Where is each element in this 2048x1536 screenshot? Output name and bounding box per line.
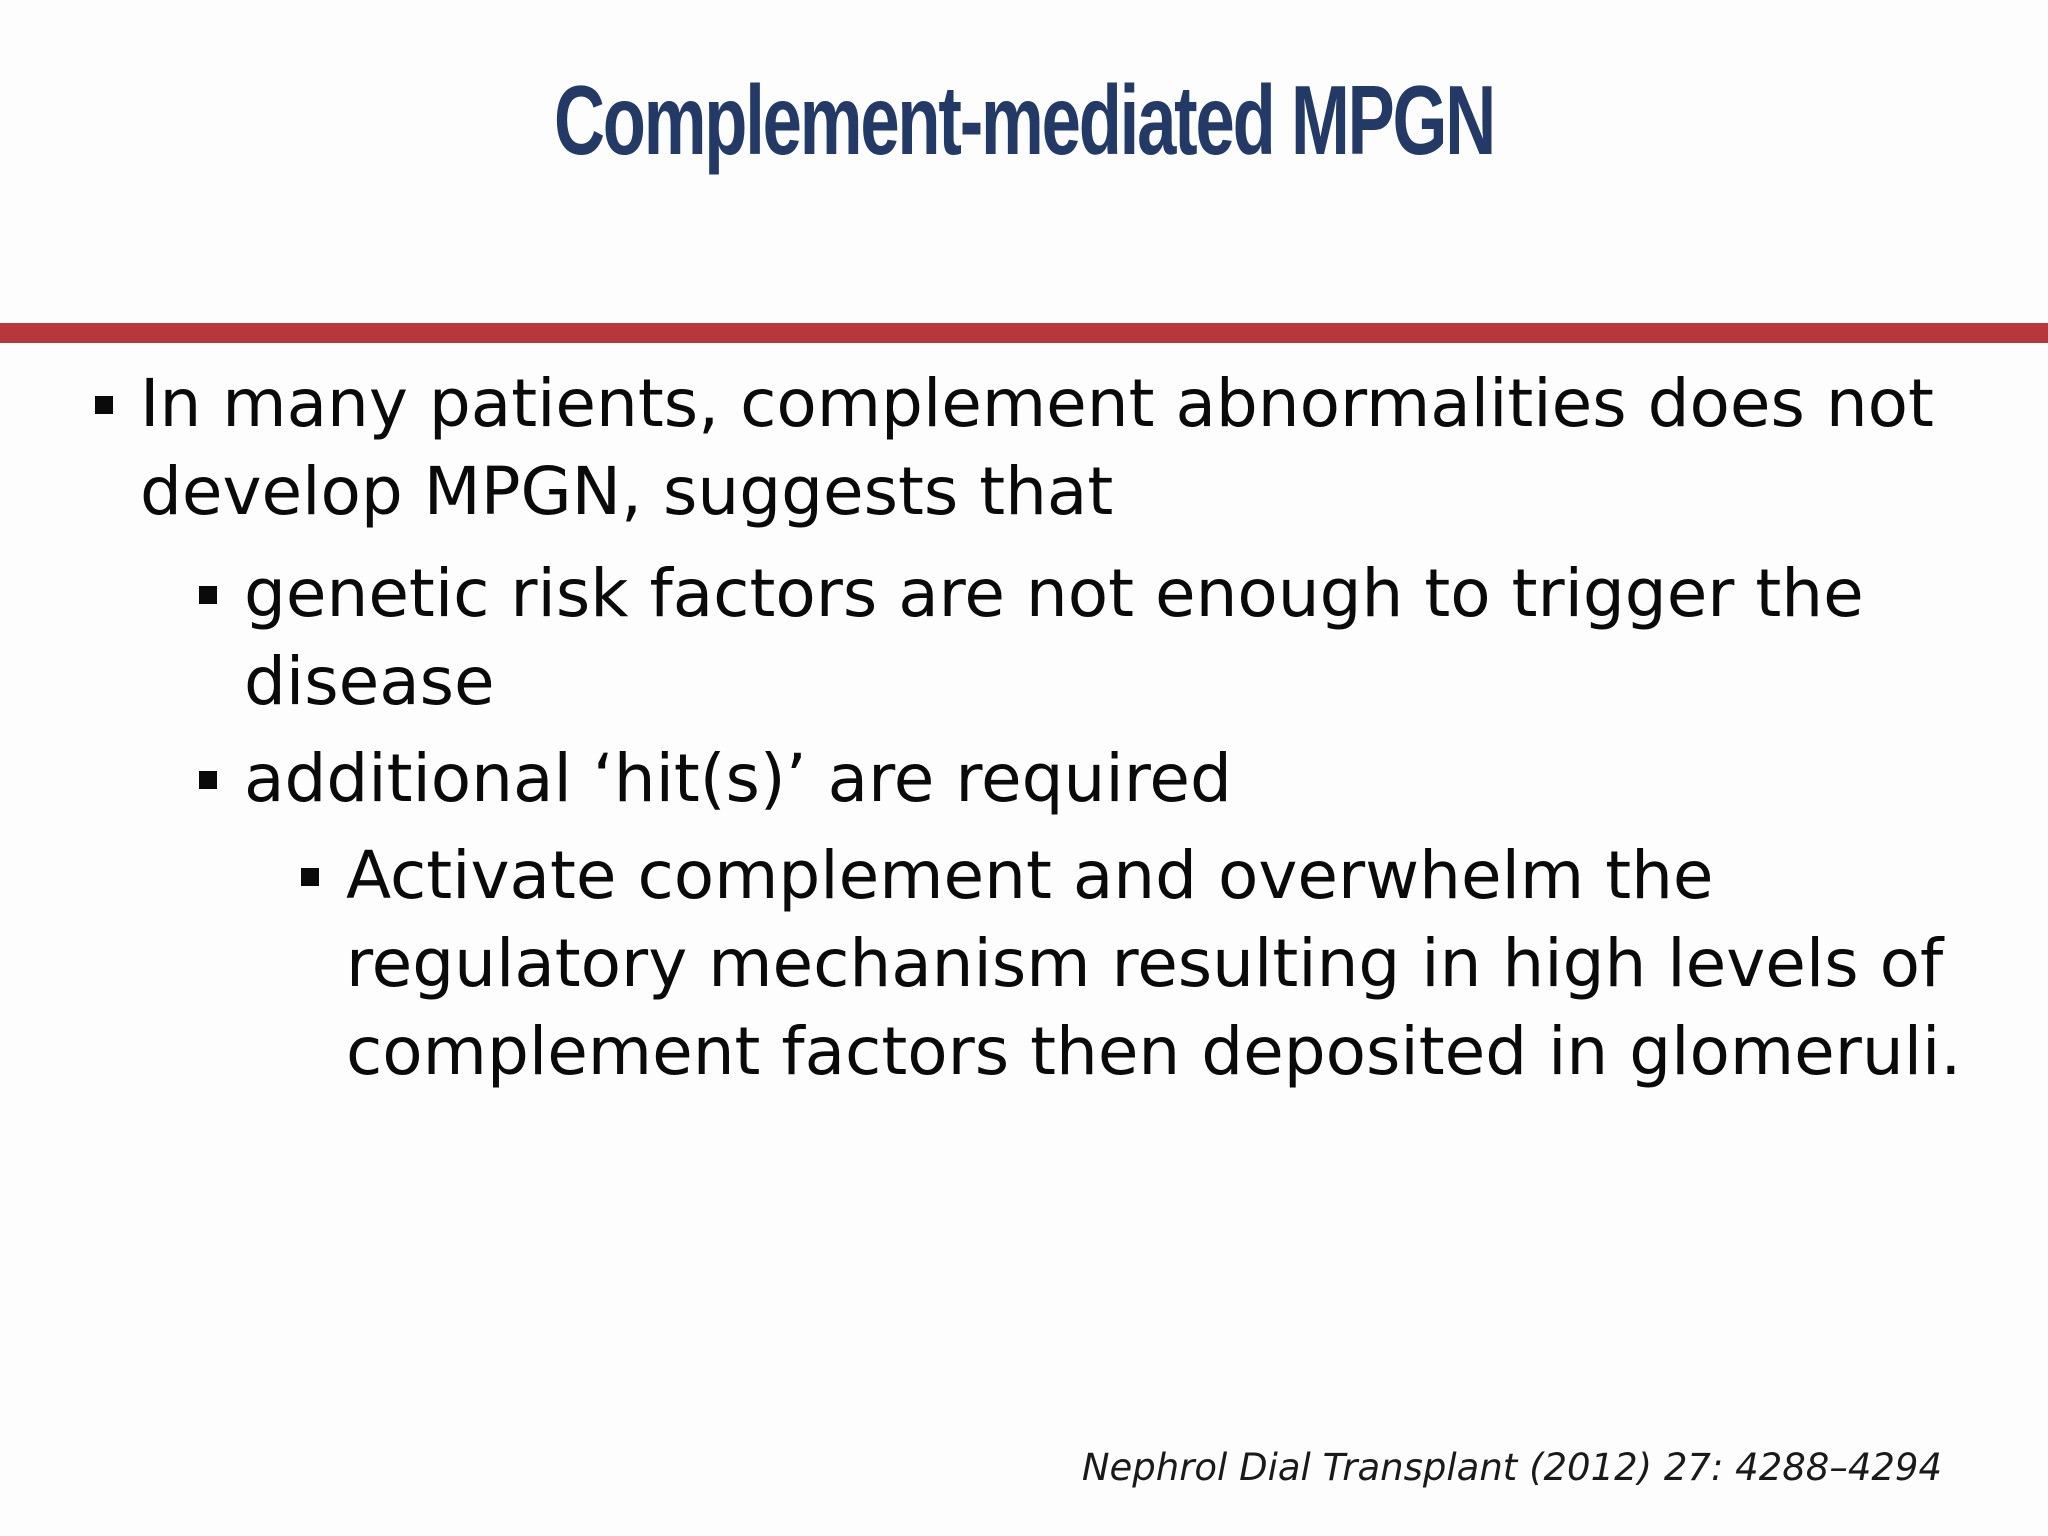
square-bullet-icon bbox=[199, 771, 217, 789]
bullet-item-level2 bbox=[244, 735, 1232, 823]
slide-title: Complement-mediated MPGN bbox=[553, 65, 1495, 175]
bullet-text-line: regulatory mechanism resulting in high levels of bbox=[346, 925, 1944, 1002]
bullet-text-line: develop MPGN, suggests that bbox=[140, 453, 1114, 530]
title-divider bbox=[0, 323, 2048, 343]
bullet-text-line: additional ‘hit(s)’ are required bbox=[244, 740, 1232, 817]
square-bullet-icon bbox=[301, 868, 319, 886]
square-bullet-icon bbox=[95, 396, 113, 414]
square-bullet-icon bbox=[199, 586, 217, 604]
bullet-item-level3 bbox=[346, 832, 1961, 1096]
bullet-item-level1 bbox=[140, 360, 1934, 536]
bullet-text-line: disease bbox=[244, 643, 495, 720]
bullet-text-line: In many patients, complement abnormalities does not bbox=[140, 365, 1934, 442]
bullet-item-level2 bbox=[244, 550, 1864, 726]
citation: Nephrol Dial Transplant (2012) 27: 4288–4294 bbox=[1081, 1446, 1942, 1489]
bullet-text-line: genetic risk factors are not enough to trigger the bbox=[244, 555, 1864, 632]
bullet-text-line: Activate complement and overwhelm the bbox=[346, 837, 1714, 914]
bullet-text-line: complement factors then deposited in glomeruli. bbox=[346, 1013, 1962, 1090]
